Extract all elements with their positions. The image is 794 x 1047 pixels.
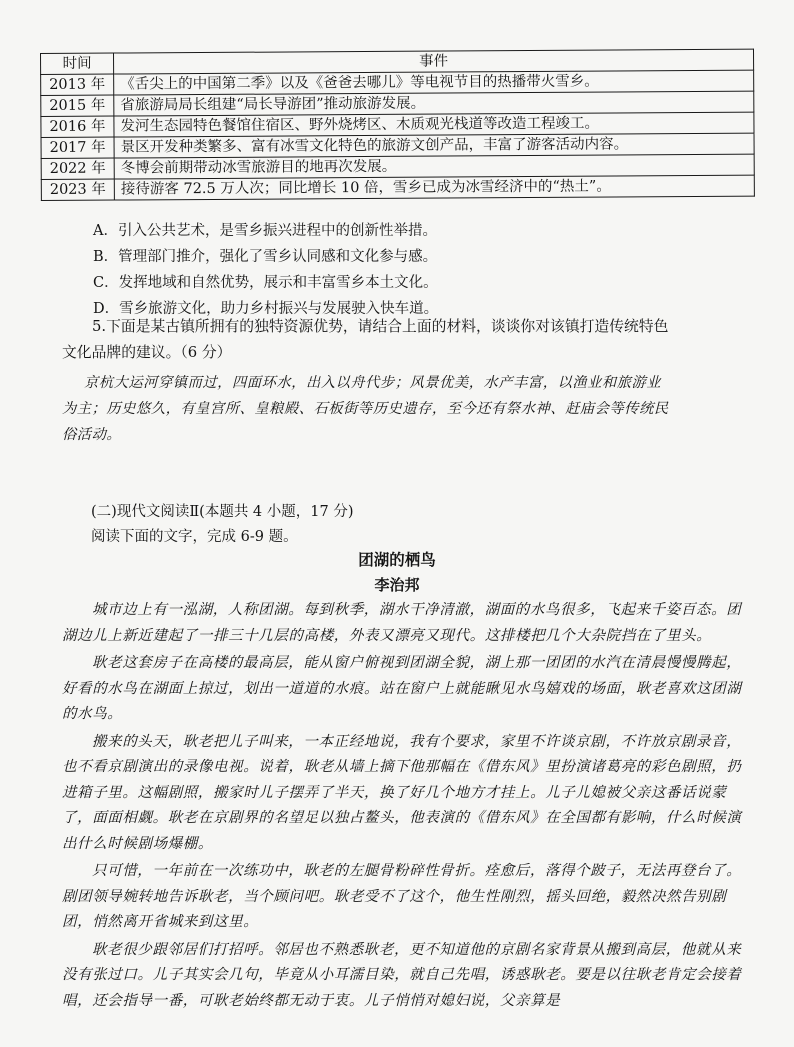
article-paragraph: 耿老这套房子在高楼的最高层，能从窗户俯视到团湖全貌，湖上那一团团的水汽在清晨慢慢腾起，好看的水鸟在湖面上掠过，划出一道道的水痕。站在窗户上就能瞅见水鸟嬉戏的场面，耿老喜欢这团湖的水鸟。 (62, 655, 742, 722)
section-instruction: 阅读下面的文字，完成 6-9 题。 (91, 529, 298, 545)
article-author: 李治邦 (374, 576, 420, 594)
answer-options (93, 218, 438, 322)
event-cell: 《舌尖上的中国第二季》以及《爸爸去哪儿》等电视节目的热播带火雪乡。 (114, 70, 754, 95)
event-cell: 冬博会前期带动冰雪旅游目的地再次发展。 (114, 154, 754, 179)
year-cell: 2015 年 (41, 95, 114, 116)
article-title: 团湖的栖鸟 (358, 550, 436, 569)
year-cell: 2022 年 (41, 158, 114, 179)
section-heading: (二)现代文阅读Ⅱ(本题共 4 小题，17 分) (91, 504, 354, 520)
option-d: D．雪乡旅游文化，助力乡村振兴与发展驶入快车道。 (93, 301, 439, 317)
article-paragraph: 搬来的头天，耿老把儿子叫来，一本正经地说，我有个要求，家里不许谈京剧，不许放京剧录音，也不看京剧演出的录像电视。说着，耿老从墙上摘下他那幅在《借东风》里扮演诸葛亮的彩色剧照，扔进箱子里。这幅剧照，搬家时儿子摆弄了半天，换了好几个地方才挂上。儿子儿媳被父亲这番话说蒙了，面面相觑。耿老在京剧界的名望足以独占鳌头，他表演的《借东风》在全国都有影响，什么时候演出什么时候剧场爆棚。 (62, 733, 742, 852)
year-cell: 2013 年 (41, 74, 114, 95)
header-time: 时间 (41, 53, 114, 74)
section-header (91, 500, 354, 550)
year-cell: 2016 年 (41, 116, 114, 137)
town-description (62, 370, 752, 448)
year-cell: 2017 年 (41, 137, 114, 158)
event-cell: 发河生态园特色餐馆住宿区、野外烧烤区、木质观光栈道等改造工程竣工。 (114, 112, 754, 137)
question-5-line2: 文化品牌的建议。（6 分） (62, 344, 232, 361)
article-paragraph: 只可惜，一年前在一次练功中，耿老的左腿骨粉碎性骨折。痊愈后，落得个跛子，无法再登台了。剧团领导婉转地告诉耿老，当个顾问吧。耿老受不了这个，他生性刚烈，摇头回绝，毅然决然告别剧团，悄然离开省城来到这里。 (62, 863, 742, 930)
table-row (41, 175, 754, 200)
header-event: 事件 (114, 49, 754, 74)
town-description-line2: 为主；历史悠久，有皇宫所、皇粮殿、石板街等历史遗存，至今还有祭水神、赶庙会等传统民 (62, 401, 669, 417)
town-description-line3: 俗活动。 (62, 427, 122, 443)
event-cell: 接待游客 72.5 万人次；同比增长 10 倍，雪乡已成为冰雪经济中的“热土”。 (114, 175, 754, 200)
article-paragraph: 城市边上有一泓湖，人称团湖。每到秋季，湖水干净清澈，湖面的水鸟很多，飞起来千姿百态。团湖边儿上新近建起了一排三十几层的高楼，外表又漂亮又现代。这排楼把几个大杂院挡在了里头。 (62, 602, 742, 644)
option-c: C．发挥地域和自然优势，展示和丰富雪乡本土文化。 (93, 275, 438, 291)
event-cell: 省旅游局局长组建“局长导游团”推动旅游发展。 (114, 91, 754, 116)
article-body (62, 598, 752, 1014)
events-table (40, 49, 755, 201)
year-cell: 2023 年 (41, 179, 114, 200)
question-5 (62, 314, 762, 366)
option-b: B．管理部门推介，强化了雪乡认同感和文化参与感。 (93, 249, 438, 265)
question-5-line1: 5.下面是某古镇所拥有的独特资源优势，请结合上面的材料，谈谈你对该镇打造传统特色 (92, 318, 669, 335)
article-paragraph: 耿老很少跟邻居们打招呼。邻居也不熟悉耿老，更不知道他的京剧名家背景从搬到高层，他就从来没有张过口。儿子其实会几句，毕竟从小耳濡目染，就自己先唱，诱惑耿老。要是以往耿老肯定会接着唱，还会指导一番，可耿老始终都无动于衷。儿子悄悄对媳妇说，父亲算是 (62, 941, 742, 1009)
town-description-line1: 京杭大运河穿镇而过，四面环水，出入以舟代步；风景优美，水产丰富，以渔业和旅游业 (84, 375, 662, 391)
event-cell: 景区开发种类繁多、富有冰雪文化特色的旅游文创产品，丰富了游客活动内容。 (114, 133, 754, 158)
option-a: A．引入公共艺术，是雪乡振兴进程中的创新性举措。 (93, 223, 437, 239)
